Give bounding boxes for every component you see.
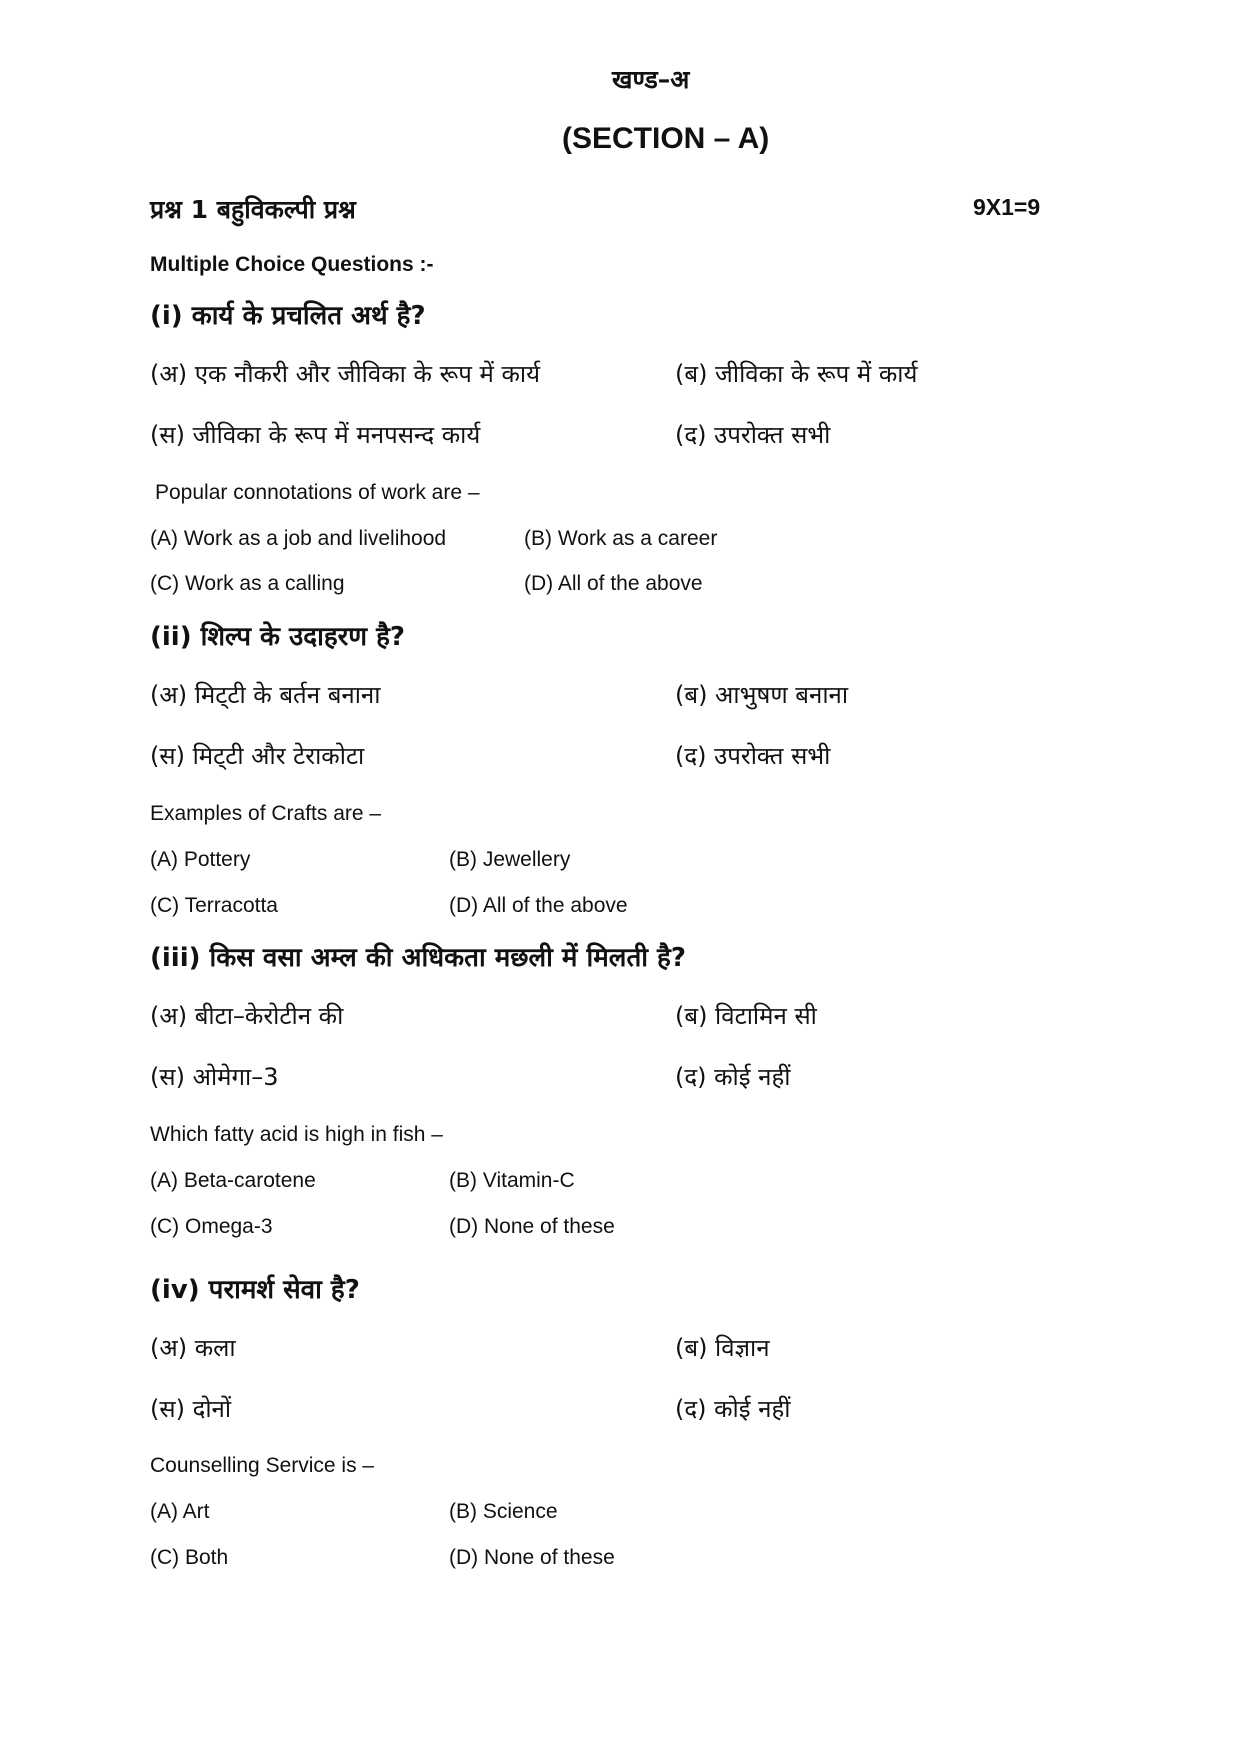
section-heading: (SECTION – A) — [562, 122, 770, 155]
question-title-english: Which fatty acid is high in fish – — [150, 1123, 443, 1146]
option-c-english: (C) Omega-3 — [150, 1215, 273, 1238]
option-b-hindi: (ब) विज्ञान — [675, 1334, 770, 1362]
option-c-hindi: (स) दोनों — [150, 1395, 232, 1423]
question-title-hindi: (iii) किस वसा अम्ल की अधिकता मछली में मिलती है? — [150, 943, 686, 973]
option-b-english: (B) Work as a career — [524, 527, 718, 550]
question-title-english: Counselling Service is – — [150, 1454, 375, 1477]
option-a-hindi: (अ) बीटा–केरोटीन की — [150, 1002, 344, 1030]
option-a-english: (A) Beta-carotene — [150, 1169, 316, 1192]
mcq-label: Multiple Choice Questions :- — [150, 253, 434, 276]
option-a-hindi: (अ) एक नौकरी और जीविका के रूप में कार्य — [150, 360, 541, 388]
option-c-hindi: (स) मिट्‌टी और टेराकोटा — [150, 742, 365, 770]
question-title-english: Examples of Crafts are – — [150, 802, 382, 825]
option-c-hindi: (स) जीविका के रूप में मनपसन्द कार्य — [150, 421, 481, 449]
question-group-title: प्रश्न 1 बहुविकल्पी प्रश्न — [150, 195, 356, 224]
option-b-hindi: (ब) विटामिन सी — [675, 1002, 817, 1030]
option-b-english: (B) Science — [449, 1500, 558, 1523]
option-d-hindi: (द) उपरोक्त सभी — [675, 421, 831, 449]
section-heading-hindi: खण्ड–अ — [612, 65, 690, 94]
option-d-hindi: (द) उपरोक्त सभी — [675, 742, 831, 770]
question-title-hindi: (i) कार्य के प्रचलित अर्थ है? — [150, 301, 426, 331]
question-title-english: Popular connotations of work are – — [155, 481, 480, 504]
option-d-hindi: (द) कोई नहीं — [675, 1063, 791, 1091]
option-d-english: (D) None of these — [449, 1546, 615, 1569]
question-title-hindi: (ii) शिल्प के उदाहरण है? — [150, 622, 406, 652]
option-c-english: (C) Work as a calling — [150, 572, 345, 595]
option-d-english: (D) All of the above — [524, 572, 703, 595]
question-title-hindi: (iv) परामर्श सेवा है? — [150, 1275, 360, 1305]
option-c-english: (C) Terracotta — [150, 894, 278, 917]
option-c-english: (C) Both — [150, 1546, 229, 1569]
option-a-hindi: (अ) कला — [150, 1334, 236, 1362]
option-a-hindi: (अ) मिट्‌टी के बर्तन बनाना — [150, 681, 381, 709]
option-d-english: (D) None of these — [449, 1215, 615, 1238]
option-b-hindi: (ब) आभुषण बनाना — [675, 681, 849, 709]
option-a-english: (A) Art — [150, 1500, 210, 1523]
option-d-english: (D) All of the above — [449, 894, 628, 917]
option-c-hindi: (स) ओमेगा–3 — [150, 1063, 279, 1091]
option-a-english: (A) Work as a job and livelihood — [150, 527, 447, 550]
option-d-hindi: (द) कोई नहीं — [675, 1395, 791, 1423]
marks-label: 9X1=9 — [973, 194, 1041, 220]
option-b-hindi: (ब) जीविका के रूप में कार्य — [675, 360, 918, 388]
option-b-english: (B) Vitamin-C — [449, 1169, 575, 1192]
option-a-english: (A) Pottery — [150, 848, 251, 871]
option-b-english: (B) Jewellery — [449, 848, 571, 871]
